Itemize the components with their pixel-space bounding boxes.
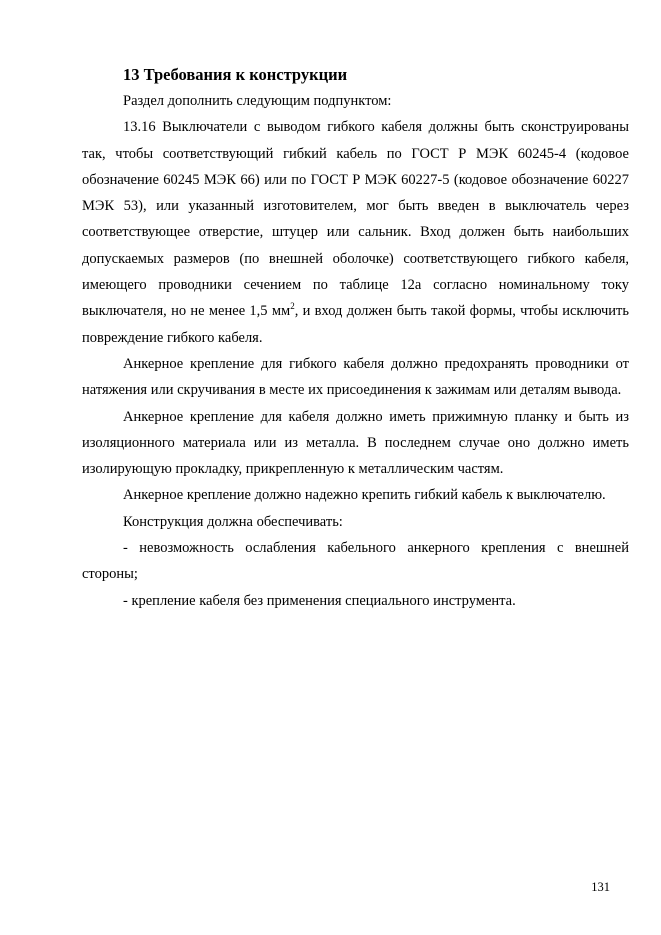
list-item-loosening: - невозможность ослабления кабельного анкерного крепления с внешней стороны;	[82, 540, 629, 583]
paragraph-13-16-text: 13.16 Выключатели с выводом гибкого кабеля должны быть сконструированы так, чтобы соответствующий гибкий кабель по ГОСТ Р МЭК 60245-4 (кодовое обозначение 60245 МЭК 66) или по ГОСТ Р МЭК 60227-5 (кодовое обозначение 60227 МЭК 53), или указанный изготовителем, мог быть введен в выключатель через соответствующее отверстие, штуцер или сальник. Вход должен быть наибольших допускаемых размеров (по внешней оболочке) соответствующего гибкого кабеля, имеющего проводники сечением по таблице 12а согласно номинальному току выключателя, но не менее 1,5 мм	[82, 119, 629, 320]
paragraph-anchor-material: Анкерное крепление для кабеля должно иметь прижимную планку и быть из изоляционного материала или из металла. В последнем случае оно должно иметь изолирующую прокладку, прикрепленную к металлическим частям.	[82, 408, 629, 478]
section-heading: 13 Требования к конструкции	[123, 65, 348, 84]
paragraph-anchor-secure: Анкерное крепление должно надежно крепить гибкий кабель к выключателю.	[123, 487, 606, 504]
page-number: 131	[591, 880, 610, 894]
intro-paragraph: Раздел дополнить следующим подпунктом:	[123, 93, 392, 109]
list-item-no-tool: - крепление кабеля без применения специального инструмента.	[123, 592, 516, 609]
paragraph-anchor-protection: Анкерное крепление для гибкого кабеля должно предохранять проводники от натяжения или скручивания в месте их присоединения к зажимам или деталям вывода.	[82, 355, 629, 399]
paragraph-construction: Конструкция должна обеспечивать:	[123, 513, 343, 530]
paragraph-13-16-text-end: , и вход должен быть такой формы, чтобы исключить повреждение гибкого кабеля.	[82, 303, 629, 346]
paragraph-13-16	[82, 114, 629, 351]
superscript-2: 2	[290, 301, 295, 312]
document-body	[82, 62, 629, 614]
